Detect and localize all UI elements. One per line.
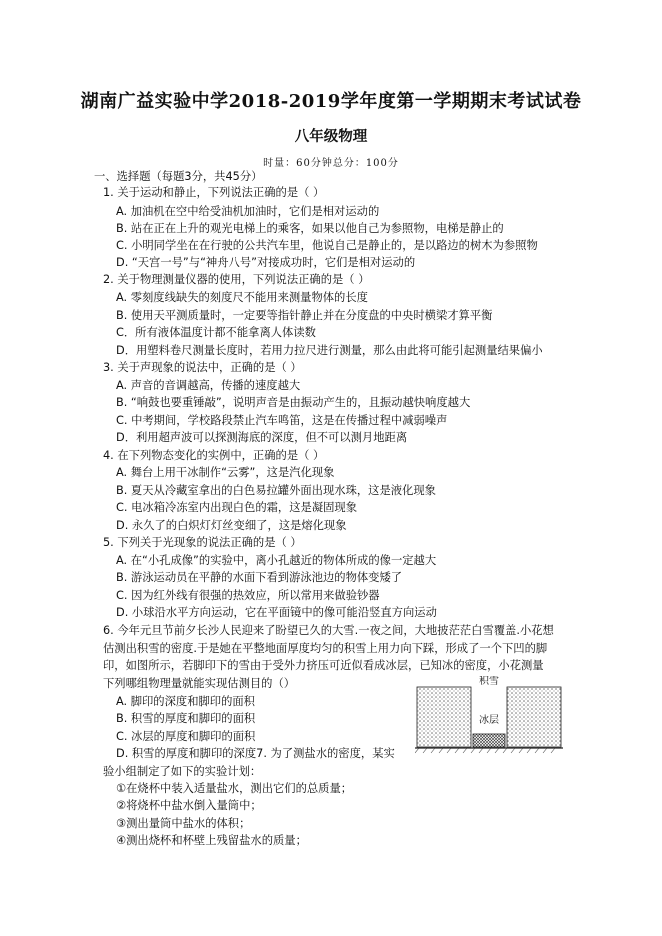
question-4-option-d: D. 永久了的白炽灯灯丝变细了，这是熔化现象 — [116, 519, 347, 532]
question-1-option-b: B. 站在正在上升的观光电梯上的乘客，如果以他自己为参照物，电梯是静止的 — [116, 222, 504, 235]
question-6-option-b: B. 积雪的厚度和脚印的面积 — [116, 712, 256, 725]
question-1-option-a: A. 加油机在空中给受油机加油时，它们是相对运动的 — [116, 205, 380, 218]
question-2-option-c: C．所有液体温度计都不能拿离人体读数 — [116, 326, 316, 339]
ground-hatching — [415, 748, 555, 753]
question-4-option-c: C. 电冰箱冷冻室内出现白色的霜，这是凝固现象 — [116, 501, 358, 514]
section-title: 一、选择题（每题3分，共45分） — [94, 170, 263, 183]
snow-footprint-figure — [415, 676, 563, 758]
question-6-option-d: D. 积雪的厚度和脚印的深度7. 为了测盐水的密度，某实 — [116, 747, 395, 760]
question-4-stem: 4. 在下列物态变化的实例中，正确的是（ ） — [103, 449, 325, 462]
question-3-option-b: B. “响鼓也要重锤敲”，说明声音是由振动产生的，且振动越快响度越大 — [116, 396, 471, 409]
snow-label: 积雪 — [479, 676, 499, 687]
question-5-stem: 5. 下列关于光现象的说法正确的是（ ） — [103, 536, 302, 549]
question-7-step-1: ①在烧杯中装入适量盐水，测出它们的总质量； — [116, 782, 353, 795]
question-5-option-a: A. 在“小孔成像”的实验中，离小孔越近的物体所成的像一定越大 — [116, 554, 437, 567]
question-7-continuation: 验小组制定了如下的实验计划： — [103, 765, 262, 778]
question-2-option-d: D．用塑料卷尺测量长度时，若用力拉尺进行测量，那么由此将可能引起测量结果偏小 — [116, 344, 543, 357]
question-5-option-d: D. 小球沿水平方向运动，它在平面镜中的像可能沿竖直方向运动 — [116, 606, 437, 619]
question-3-stem: 3. 关于声现象的说法中，正确的是（ ） — [103, 361, 302, 374]
question-4-option-b: B. 夏天从冷藏室拿出的白色易拉罐外面出现水珠，这是液化现象 — [116, 484, 436, 497]
question-1-option-c: C. 小明同学坐在在行驶的公共汽车里，他说自己是静止的，是以路边的树木为参照物 — [116, 239, 538, 252]
question-3-option-d: D．利用超声波可以探测海底的深度，但不可以测月地距离 — [116, 431, 408, 444]
ice-layer-block — [473, 734, 505, 747]
question-5-option-b: B. 游泳运动员在平静的水面下看到游泳池边的物体变矮了 — [116, 571, 403, 584]
question-7-step-3: ③测出量筒中盐水的体积； — [116, 817, 251, 830]
question-6-option-a: A. 脚印的深度和脚印的面积 — [116, 695, 255, 708]
question-3-option-a: A. 声音的音调越高，传播的速度越大 — [116, 379, 301, 392]
question-2-option-a: A. 零刻度线缺失的刻度尺不能用来测量物体的长度 — [116, 291, 368, 304]
exam-title: 湖南广益实验中学2018-2019学年度第一学期期末考试试卷 — [80, 91, 582, 112]
question-4-option-a: A. 舞台上用干冰制作“云雾”，这是汽化现象 — [116, 466, 335, 479]
exam-subtitle: 八年级物理 — [294, 128, 368, 145]
snow-footprint-diagram — [415, 676, 563, 758]
question-2-stem: 2. 关于物理测量仪器的使用，下列说法正确的是（ ） — [103, 273, 370, 286]
question-6-line-4: 下列哪组物理量就能实现估测目的（） — [103, 677, 296, 690]
question-3-option-c: C. 中考期间，学校路段禁止汽车鸣笛，这是在传播过程中减弱噪声 — [116, 414, 448, 427]
ice-label: 冰层 — [479, 715, 499, 726]
question-6-option-c: C. 冰层的厚度和脚印的面积 — [116, 730, 256, 743]
question-2-option-b: B. 使用天平测质量时，一定要等指针静止并在分度盘的中央时横梁才算平衡 — [116, 309, 493, 322]
question-6-line-1: 6. 今年元旦节前夕长沙人民迎来了盼望已久的大雪.一夜之间，大地披茫茫白雪覆盖.小花想 — [103, 624, 554, 637]
question-7-step-2: ②将烧杯中盐水倒入量筒中； — [116, 799, 262, 812]
snow-left-block — [417, 687, 471, 747]
question-1-stem: 1. 关于运动和静止，下列说法正确的是（ ） — [103, 186, 325, 199]
question-5-option-c: C. 因为红外线有很强的热效应，所以常用来做验钞器 — [116, 589, 380, 602]
exam-meta: 时量：60分钟总分：100分 — [263, 158, 399, 169]
snow-right-block — [507, 687, 561, 747]
question-7-step-4: ④测出烧杯和杯壁上残留盐水的质量； — [116, 834, 307, 847]
question-6-line-2: 估测出积雪的密度.于是她在平整地面厚度均匀的积雪上用力向下踩，形成了一个下凹的脚 — [103, 642, 548, 655]
question-1-option-d: D. “天宫一号”与“神舟八号”对接成功时，它们是相对运动的 — [116, 256, 416, 269]
question-6-line-3: 印，如图所示，若脚印下的雪由于受外力挤压可近似看成冰层，已知冰的密度，小花测量 — [103, 659, 544, 672]
